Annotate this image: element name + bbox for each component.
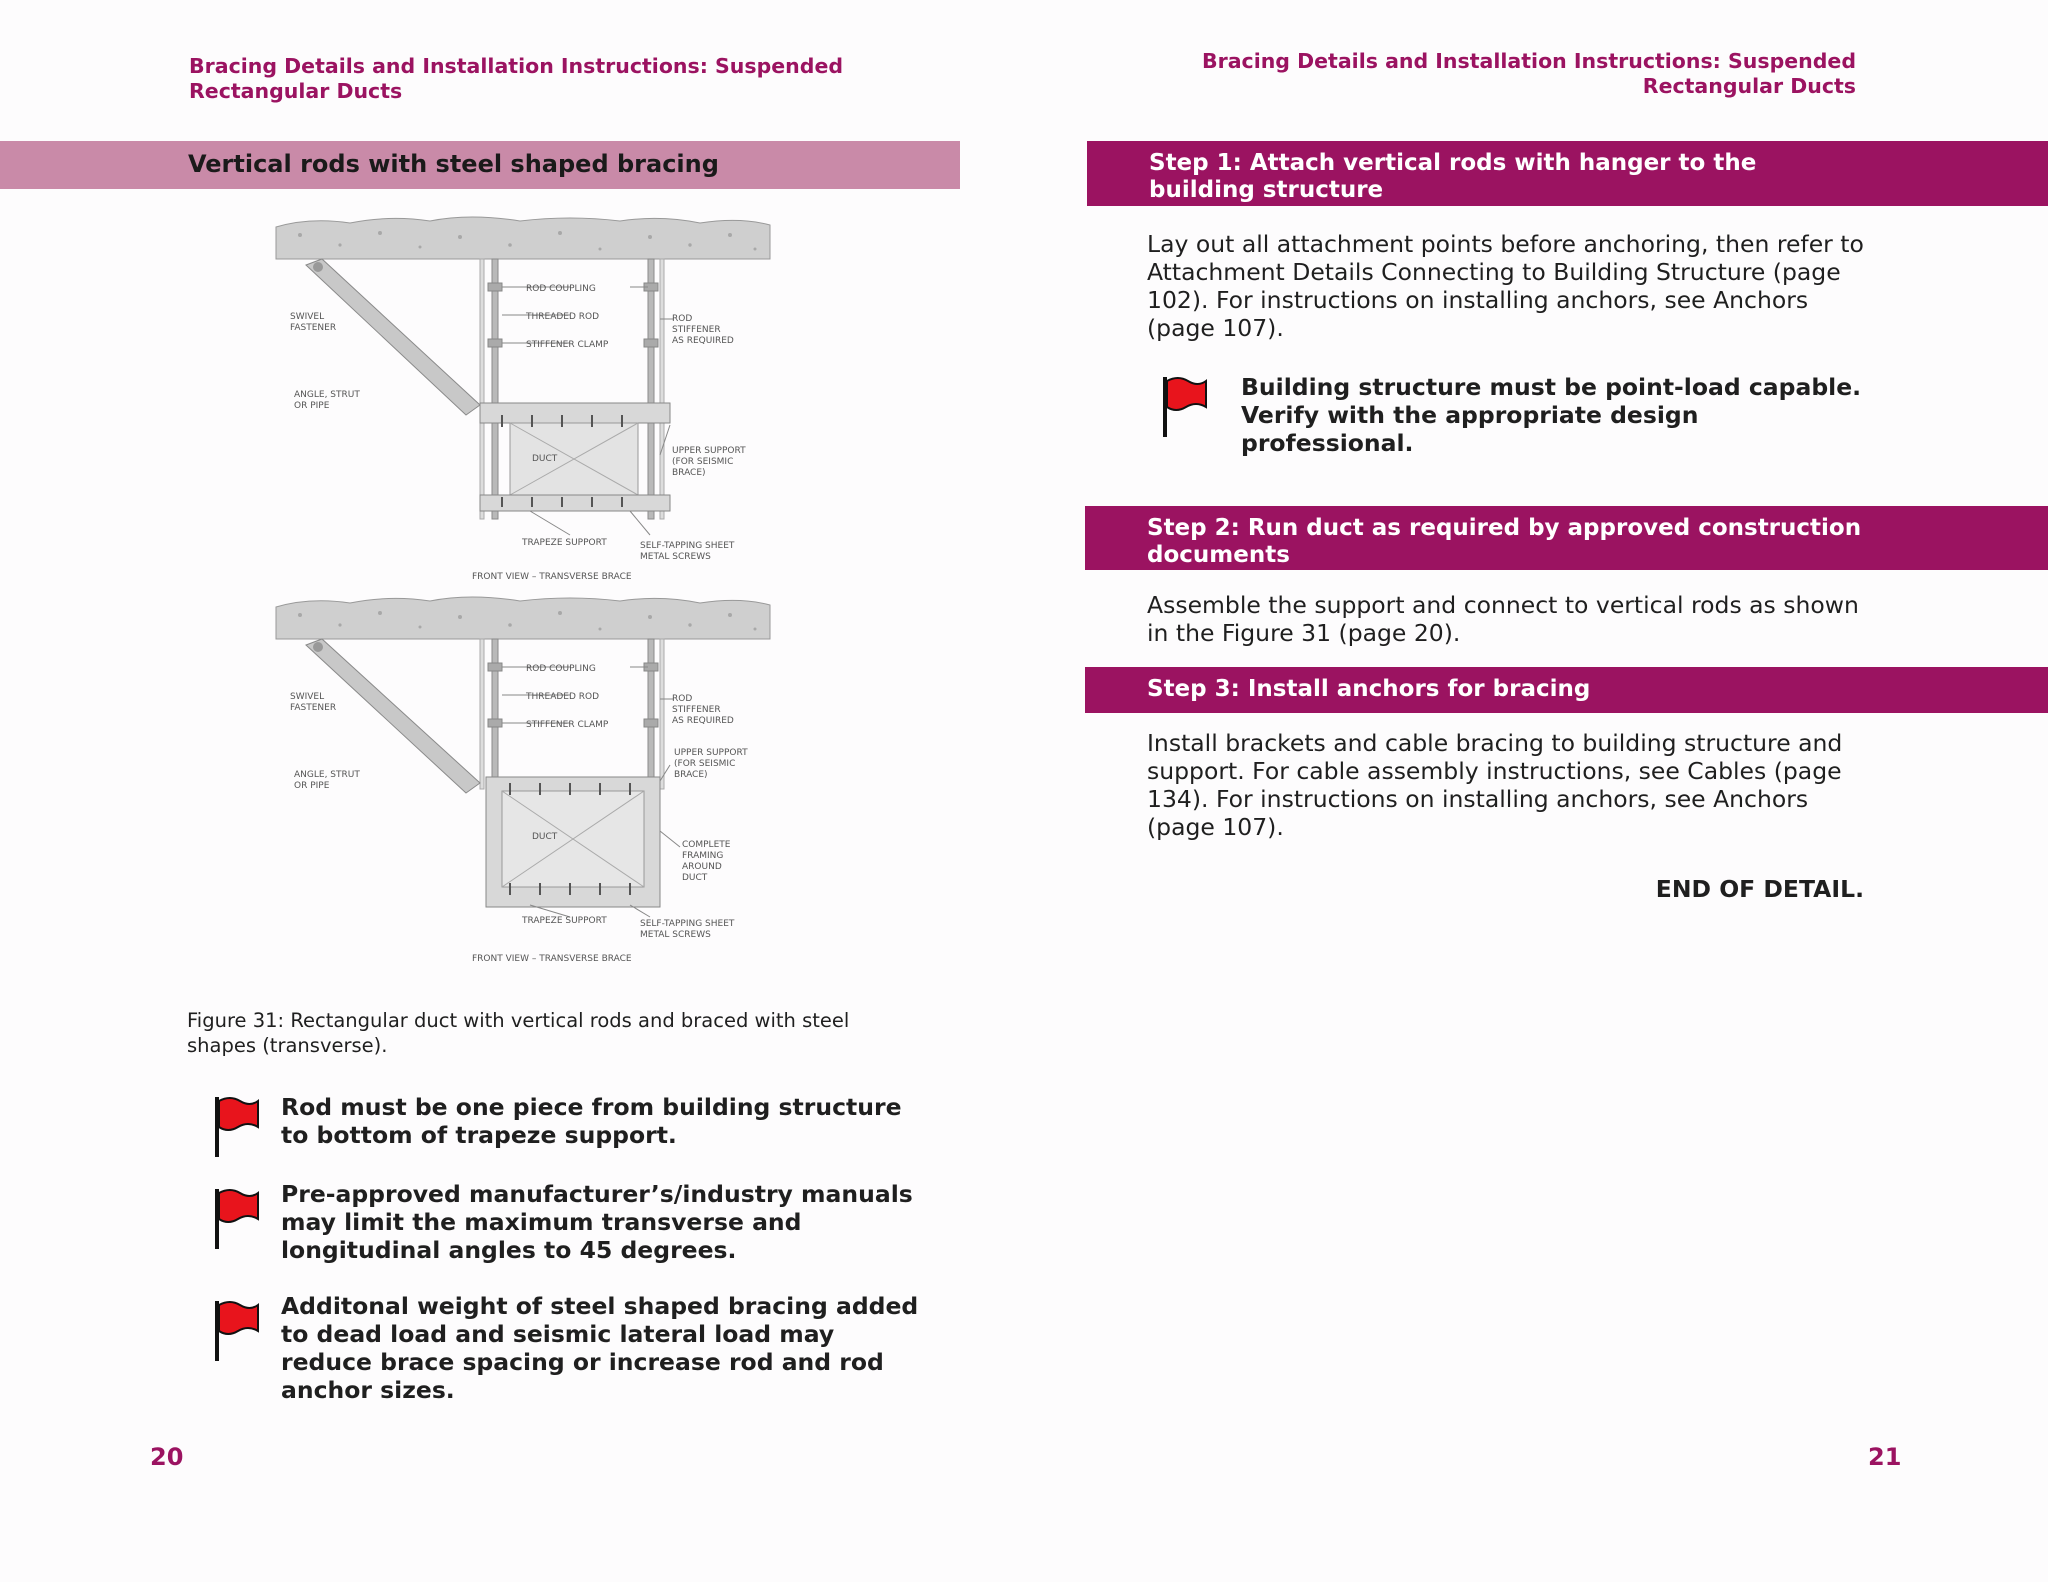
label-threaded-rod: THREADED ROD	[526, 312, 600, 322]
trapeze-support	[480, 495, 670, 511]
label-rod-stiff-1: ROD	[672, 694, 693, 704]
label-screws-2: METAL SCREWS	[640, 552, 711, 562]
left-running-header	[189, 54, 843, 104]
label-view: FRONT VIEW – TRANSVERSE BRACE	[472, 954, 632, 964]
step2-title-bar	[1085, 506, 2048, 570]
upper-support	[480, 403, 670, 423]
label-angle-2: OR PIPE	[294, 781, 330, 791]
step3-title-bar	[1085, 667, 2048, 713]
label-framing-1: COMPLETE	[682, 840, 731, 850]
label-angle-2: OR PIPE	[294, 401, 330, 411]
label-stiffener-clamp: STIFFENER CLAMP	[526, 340, 609, 350]
label-swivel-2: FASTENER	[290, 703, 337, 713]
label-duct: DUCT	[532, 454, 558, 464]
left-running-header-line2: Rectangular Ducts	[189, 79, 403, 103]
page-number-left: 20	[150, 1443, 184, 1471]
label-upper-1: UPPER SUPPORT	[674, 748, 748, 758]
step3-body-line1: Install brackets and cable bracing to building structure and	[1147, 729, 1843, 757]
label-swivel-1: SWIVEL	[290, 692, 325, 702]
step1-title-line2: building structure	[1149, 177, 1384, 203]
label-rod-stiff-3: AS REQUIRED	[672, 716, 734, 726]
step1-body-line1: Lay out all attachment points before anchoring, then refer to	[1147, 230, 1864, 258]
warning-3	[281, 1292, 918, 1404]
step3-title: Step 3: Install anchors for bracing	[1147, 676, 1591, 702]
step1-body-line4: (page 107).	[1147, 314, 1284, 342]
step1-warning-line1: Building structure must be point-load capable.	[1241, 373, 1862, 401]
warning-1-line1: Rod must be one piece from building structure	[281, 1093, 902, 1121]
label-upper-3: BRACE)	[672, 468, 706, 478]
label-rod-stiff-3: AS REQUIRED	[672, 336, 734, 346]
warning-3-line2: to dead load and seismic lateral load may	[281, 1320, 835, 1348]
step1-warning-line2: Verify with the appropriate design	[1241, 401, 1699, 429]
warning-1-line2: to bottom of trapeze support.	[281, 1121, 677, 1149]
step2-body-line1: Assemble the support and connect to vertical rods as shown	[1147, 591, 1859, 619]
step3-body-line4: (page 107).	[1147, 813, 1284, 841]
figure-caption-line1: Figure 31: Rectangular duct with vertical rods and braced with steel	[187, 1009, 850, 1032]
label-swivel-2: FASTENER	[290, 323, 337, 333]
label-duct: DUCT	[532, 832, 558, 842]
figure-bottom-drawing	[270, 595, 780, 970]
label-rod-stiff-2: STIFFENER	[672, 325, 721, 335]
warning-2-line1: Pre-approved manufacturer’s/industry manuals	[281, 1180, 913, 1208]
left-running-header-line1: Bracing Details and Installation Instructions: Suspended	[189, 54, 844, 78]
label-rod-coupling: ROD COUPLING	[526, 284, 596, 294]
warning-3-line3: reduce brace spacing or increase rod and rod	[281, 1348, 884, 1376]
step1-body-line2: Attachment Details Connecting to Building Structure (page	[1147, 258, 1841, 286]
page-number-right: 21	[1868, 1443, 1902, 1471]
step2-title-line2: documents	[1147, 542, 1290, 568]
warning-2-line2: may limit the maximum transverse and	[281, 1208, 802, 1236]
step1-warning-line3: professional.	[1241, 429, 1414, 457]
step3-body-line3: 134). For instructions on installing anchors, see Anchors	[1147, 785, 1809, 813]
section-title-bar	[0, 141, 960, 189]
red-flag-icon	[212, 1299, 260, 1363]
warning-2	[281, 1180, 913, 1264]
ceiling-slab	[276, 597, 770, 639]
step2-body-line2: in the Figure 31 (page 20).	[1147, 619, 1461, 647]
swivel-fastener	[313, 262, 323, 272]
step1-title-line1: Step 1: Attach vertical rods with hanger to the	[1149, 150, 1757, 176]
label-rod-stiff-1: ROD	[672, 314, 693, 324]
label-view: FRONT VIEW – TRANSVERSE BRACE	[472, 572, 632, 582]
warning-3-line4: anchor sizes.	[281, 1376, 455, 1404]
step1-title-bar	[1087, 141, 2048, 206]
step3-body	[1147, 729, 1842, 841]
step1-body	[1147, 230, 1864, 342]
label-screws-1: SELF-TAPPING SHEET	[640, 541, 735, 551]
label-upper-1: UPPER SUPPORT	[672, 446, 746, 456]
threaded-rod-right	[648, 259, 654, 519]
label-trapeze: TRAPEZE SUPPORT	[522, 916, 607, 926]
step2-body	[1147, 591, 1859, 647]
label-upper-2: (FOR SEISMIC	[674, 759, 736, 769]
label-angle-1: ANGLE, STRUT	[294, 770, 360, 780]
label-screws-2: METAL SCREWS	[640, 930, 711, 940]
red-flag-icon	[212, 1187, 260, 1251]
step3-body-line2: support. For cable assembly instructions, see Cables (page	[1147, 757, 1842, 785]
end-of-detail: END OF DETAIL.	[1655, 875, 1864, 903]
threaded-rod-left	[492, 259, 498, 519]
label-stiffener-clamp: STIFFENER CLAMP	[526, 720, 609, 730]
label-framing-3: AROUND	[682, 862, 722, 872]
figure-caption-line2: shapes (transverse).	[187, 1034, 388, 1057]
label-angle-1: ANGLE, STRUT	[294, 390, 360, 400]
red-flag-icon	[1160, 375, 1208, 439]
red-flag-icon	[212, 1095, 260, 1159]
label-swivel-1: SWIVEL	[290, 312, 325, 322]
step2-title-line1: Step 2: Run duct as required by approved construction	[1147, 515, 1862, 541]
label-threaded-rod: THREADED ROD	[526, 692, 600, 702]
warning-2-line3: longitudinal angles to 45 degrees.	[281, 1236, 737, 1264]
warning-1	[281, 1093, 902, 1149]
right-running-header	[1202, 49, 1856, 99]
label-framing-2: FRAMING	[682, 851, 724, 861]
warning-3-line1: Additonal weight of steel shaped bracing added	[281, 1292, 919, 1320]
step1-body-line3: 102). For instructions on installing anchors, see Anchors	[1147, 286, 1809, 314]
section-title: Vertical rods with steel shaped bracing	[188, 150, 719, 178]
right-running-header-line1: Bracing Details and Installation Instructions: Suspended	[1201, 49, 1856, 73]
ceiling-slab	[276, 217, 770, 259]
step1-warning	[1241, 373, 1861, 457]
right-running-header-line2: Rectangular Ducts	[1642, 74, 1856, 98]
label-rod-coupling: ROD COUPLING	[526, 664, 596, 674]
label-rod-stiff-2: STIFFENER	[672, 705, 721, 715]
label-screws-1: SELF-TAPPING SHEET	[640, 919, 735, 929]
label-upper-2: (FOR SEISMIC	[672, 457, 734, 467]
label-framing-4: DUCT	[682, 873, 708, 883]
label-trapeze: TRAPEZE SUPPORT	[522, 538, 607, 548]
swivel-fastener	[313, 642, 323, 652]
figure-caption	[187, 1008, 849, 1058]
figure-top-drawing	[270, 215, 780, 590]
label-upper-3: BRACE)	[674, 770, 708, 780]
